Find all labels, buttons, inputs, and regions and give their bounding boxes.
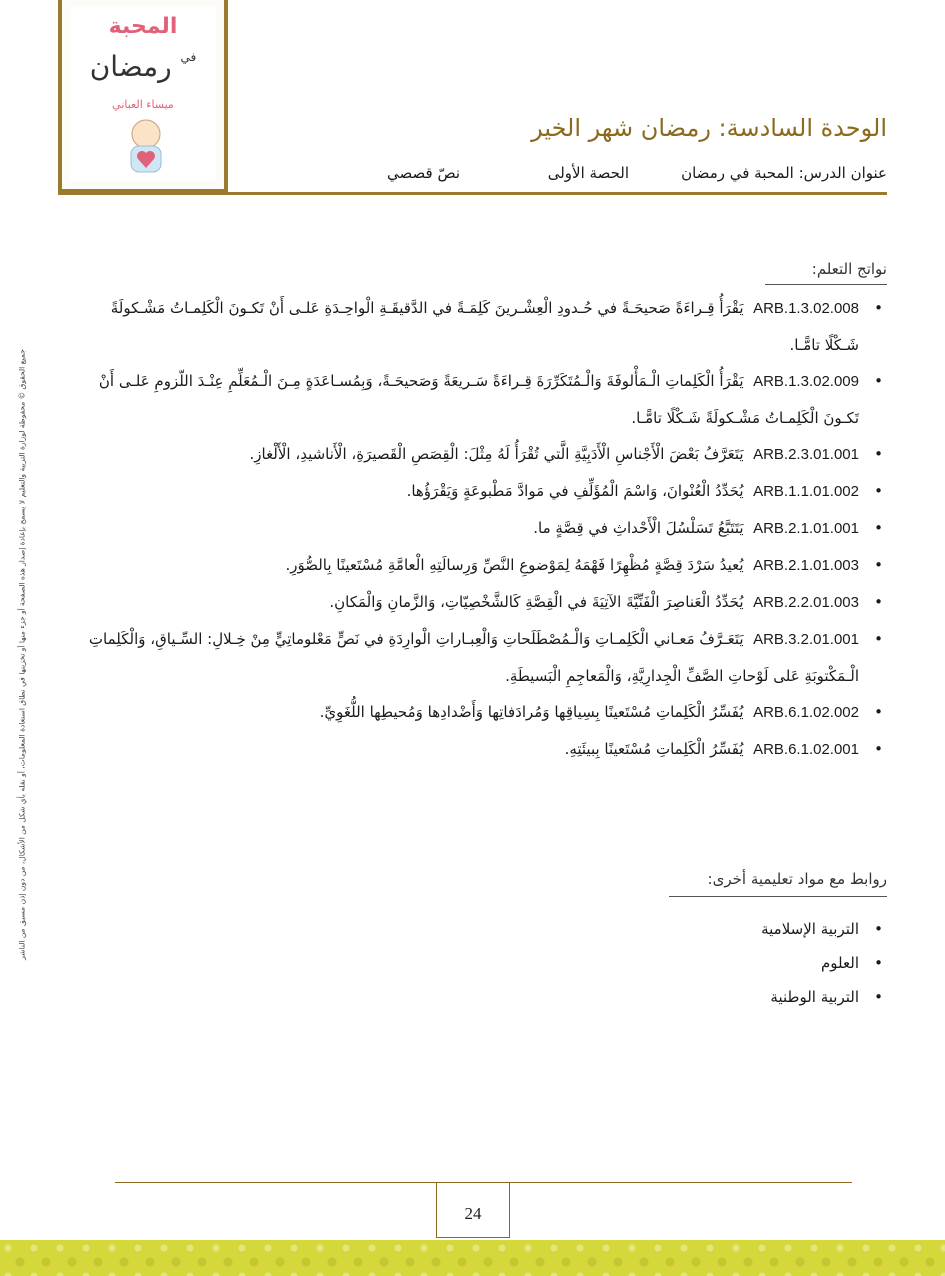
cover-child-illustration bbox=[120, 116, 172, 178]
cover-title-word: رمضان bbox=[89, 50, 172, 83]
outcome-code: ARB.3.2.01.001 bbox=[753, 631, 859, 648]
outcome-code: ARB.2.3.01.001 bbox=[753, 446, 859, 463]
outcome-text: يَتَتَبَّعُ تَسَلْسُلَ الْأَحْداثِ في قِصَّةٍ ما. bbox=[533, 519, 744, 537]
bullet-icon: • bbox=[874, 703, 883, 721]
book-cover bbox=[58, 0, 228, 193]
outcome-text: يَقْرَأُ قِـراءَةً صَحيحَـةً في حُـدودِ الْعِشْـرينَ كَلِمَـةً في الدَّقيقَـةِ الْواحِـدَةِ عَلـى أَنْ تَكـونَ الْكَلِمـاتُ مَشْـكولَةً شَـكْلًا تامًّـا. bbox=[110, 299, 859, 354]
outcomes-title-underline bbox=[765, 284, 887, 285]
outcome-text: يُحَدِّدُ الْعَناصِرَ الْفَنِّيَّةَ الآتِيَةَ في الْقِصَّةِ كَالشَّخْصِيّاتِ، وَالزَّمانِ وَالْمَكانِ. bbox=[329, 593, 744, 611]
outcome-text: يُحَدِّدُ الْعُنْوانَ، وَاسْمَ الْمُؤَلِّفِ في مَوادَّ مَطْبوعَةٍ وَيَقْرَؤُها. bbox=[406, 482, 744, 500]
list-item bbox=[587, 946, 887, 980]
outcome-code: ARB.6.1.02.002 bbox=[753, 704, 859, 721]
list-item bbox=[72, 290, 887, 363]
list-item bbox=[72, 621, 887, 694]
bullet-icon: • bbox=[874, 593, 883, 611]
list-item bbox=[72, 473, 887, 510]
list-item bbox=[587, 912, 887, 946]
list-item bbox=[72, 436, 887, 473]
outcome-code: ARB.6.1.02.001 bbox=[753, 741, 859, 758]
list-item bbox=[72, 510, 887, 547]
bullet-icon: • bbox=[874, 988, 883, 1006]
list-item bbox=[587, 980, 887, 1014]
outcome-text: يَتَعَـرَّفُ مَعـاني الْكَلِمـاتِ وَالْـمُصْطَلَحاتِ وَالْعِبـاراتِ الْوارِدَةِ في نَصٍّ مَعْلوماتِيٍّ مِنْ خِـلالِ: السِّـياقِ، وَالْكَلِماتِ الْـمَكْتوبَةِ عَلى لَوْحاتِ الصَّفِّ الْجِدارِيَّةِ، وَالْمَعاجِمِ الْبَسيطَةِ. bbox=[88, 630, 859, 685]
link-subject: التربية الإسلامية bbox=[761, 920, 859, 938]
cover-title-line2 bbox=[70, 50, 216, 83]
decorative-footer-band bbox=[0, 1240, 945, 1276]
lesson-text-type: نصّ قصصي bbox=[386, 164, 460, 182]
page-number: 24 bbox=[464, 1204, 482, 1223]
outcomes-title: نواتج التعلم: bbox=[811, 260, 887, 278]
book-cover-inner bbox=[70, 6, 216, 181]
list-item bbox=[72, 584, 887, 621]
outcome-code: ARB.2.1.01.003 bbox=[753, 557, 859, 574]
list-item bbox=[72, 731, 887, 768]
links-list bbox=[587, 912, 887, 1014]
bullet-icon: • bbox=[874, 740, 883, 758]
cover-title-small-word: في bbox=[180, 50, 197, 64]
bullet-icon: • bbox=[874, 299, 883, 317]
header-divider bbox=[58, 192, 887, 195]
lesson-info-row bbox=[287, 164, 887, 186]
outcome-code: ARB.1.3.02.008 bbox=[753, 300, 859, 317]
bullet-icon: • bbox=[874, 482, 883, 500]
links-title-underline bbox=[669, 896, 887, 897]
bullet-icon: • bbox=[874, 556, 883, 574]
links-title: روابط مع مواد تعليمية أخرى: bbox=[707, 870, 887, 888]
bullet-icon: • bbox=[874, 630, 883, 648]
outcome-code: ARB.2.2.01.003 bbox=[753, 594, 859, 611]
cover-author: ميساء العباني bbox=[112, 98, 174, 111]
list-item bbox=[72, 363, 887, 436]
list-item bbox=[72, 694, 887, 731]
outcome-text: يُفَسِّرُ الْكَلِماتِ مُسْتَعينًا بِبيئَتِهِ. bbox=[564, 740, 744, 758]
bullet-icon: • bbox=[874, 445, 883, 463]
list-item bbox=[72, 547, 887, 584]
lesson-session: الحصة الأولى bbox=[547, 164, 629, 182]
outcome-code: ARB.1.3.02.009 bbox=[753, 373, 859, 390]
bullet-icon: • bbox=[874, 519, 883, 537]
outcome-text: يُفَسِّرُ الْكَلِماتِ مُسْتَعينًا بِسِياقِها وَمُرادَفاتِها وَأَضْدادِها وَمُحيطِها اللُّغَوِيِّ. bbox=[319, 703, 744, 721]
lesson-title: عنوان الدرس: المحبة في رمضان bbox=[681, 164, 887, 182]
outcome-code: ARB.2.1.01.001 bbox=[753, 520, 859, 537]
page-number-box bbox=[436, 1182, 510, 1238]
outcome-text: يُعيدُ سَرْدَ قِصَّةٍ مُظْهِرًا فَهْمَهُ لِمَوْضوعِ النَّصِّ وَرِسالَتِهِ الْعامَّةِ مُسْتَعينًا بِالصُّوَرِ. bbox=[285, 556, 744, 574]
outcomes-list bbox=[72, 290, 887, 768]
side-copyright: جميع الحقوق © محفوظة لوزارة التربية والتعليم لا يسمح بإعادة إصدار هذه الصفحة أو جزء منها أو تخزينها في نطاق استعادة المعلومات، أو نقله بأي شكل من الأشكال، من دون إذن مسبق من الناشر bbox=[17, 349, 27, 960]
bullet-icon: • bbox=[874, 920, 883, 938]
outcome-text: يَتَعَرَّفُ بَعْضَ الْأَجْناسِ الْأَدَبِيَّةِ الَّتي تُقْرَأُ لَهُ مِثْلَ: الْقِصَصِ الْقَصيرَةِ، الْأَناشيدِ، الْأَلْغازِ. bbox=[249, 445, 744, 463]
link-subject: التربية الوطنية bbox=[770, 988, 859, 1006]
outcome-text: يَقْرَأُ الْكَلِماتِ الْـمَأْلوفَةَ وَالْـمُتَكَرِّرَةَ قِـراءَةً سَـريعَةً وَصَحيحَـةً، وَبِمُسـاعَدَةٍ مِـنَ الْـمُعَلِّمِ عِنْـدَ اللّزومِ عَلـى أَنْ تَكـونَ الْكَلِمـاتُ مَشْـكولَةً شَـكْلًا تامًّـا. bbox=[98, 372, 859, 427]
cover-title-line1: المحبة bbox=[108, 14, 178, 39]
unit-title: الوحدة السادسة: رمضان شهر الخير bbox=[531, 114, 887, 142]
bullet-icon: • bbox=[874, 954, 883, 972]
link-subject: العلوم bbox=[821, 954, 859, 972]
bullet-icon: • bbox=[874, 372, 883, 390]
outcome-code: ARB.1.1.01.002 bbox=[753, 483, 859, 500]
